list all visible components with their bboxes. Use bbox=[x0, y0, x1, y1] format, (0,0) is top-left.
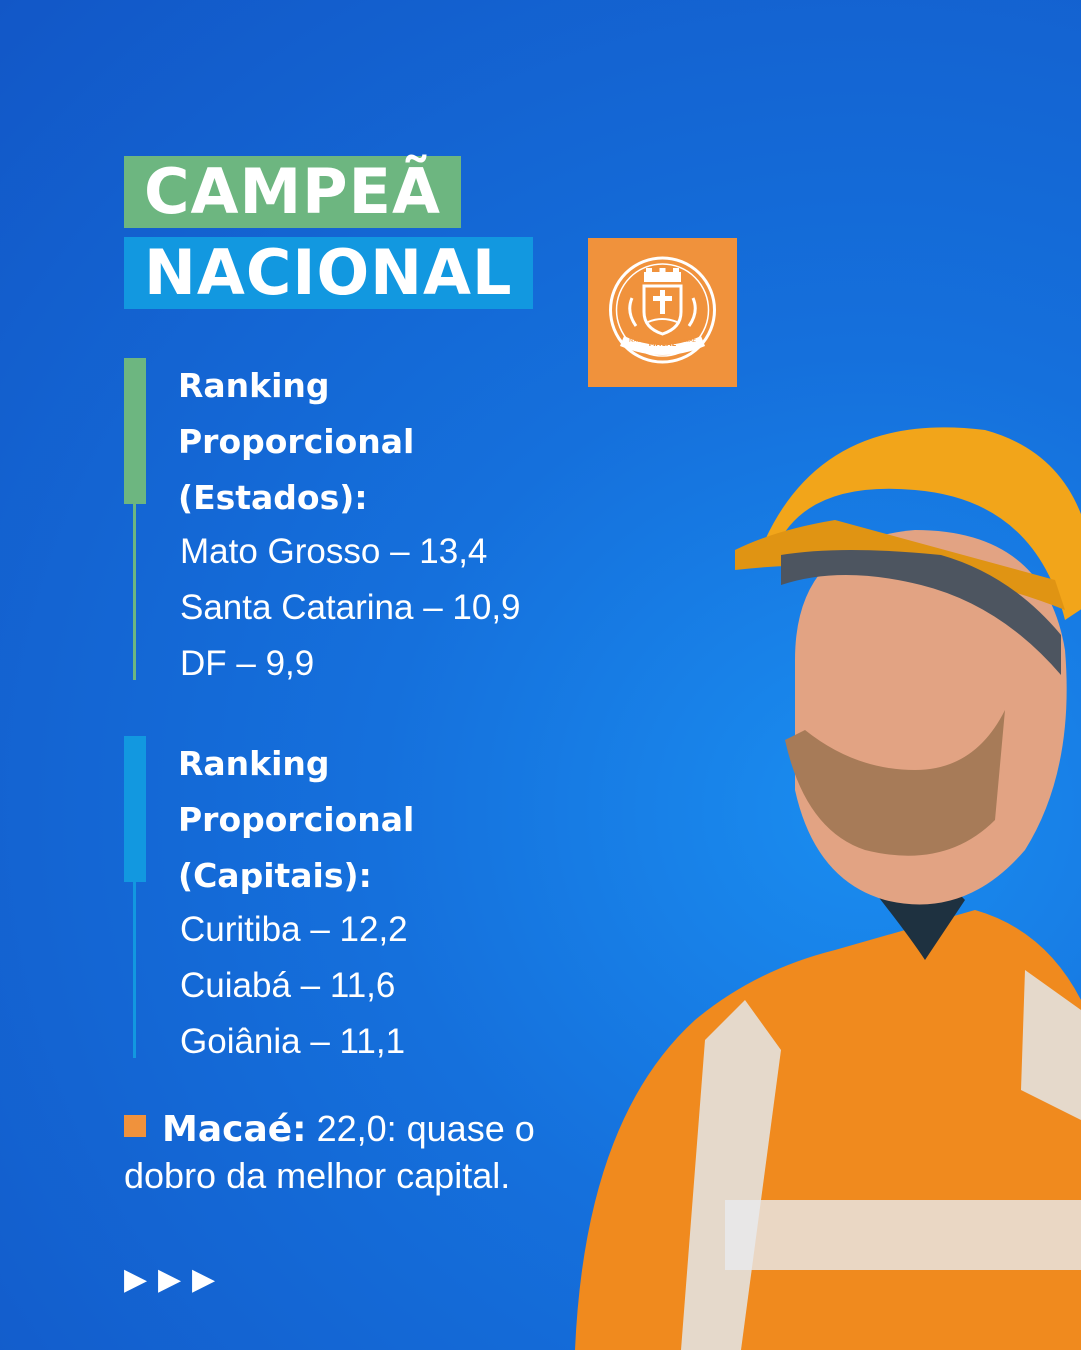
orange-square-bullet bbox=[124, 1115, 146, 1137]
ranking-list bbox=[180, 902, 408, 1070]
svg-text:MACAÉ: MACAÉ bbox=[648, 340, 677, 348]
next-arrows[interactable] bbox=[124, 1262, 226, 1298]
ranking-heading bbox=[178, 358, 414, 526]
svg-text:MACAÉ: MACAÉ bbox=[678, 338, 696, 344]
heading-line: Proporcional bbox=[178, 422, 415, 461]
list-item: Curitiba – 12,2 bbox=[180, 910, 408, 949]
accent-line bbox=[133, 504, 136, 680]
heading-line: (Capitais): bbox=[178, 856, 372, 895]
note-label: Macaé: bbox=[162, 1109, 307, 1150]
accent-bar bbox=[124, 736, 146, 882]
list-item: Mato Grosso – 13,4 bbox=[180, 532, 488, 571]
title-line-campea: CAMPEÃ bbox=[124, 156, 461, 228]
accent-bar bbox=[124, 358, 146, 504]
list-item: Cuiabá – 11,6 bbox=[180, 966, 396, 1005]
note-text: 22,0: quase o dobro da melhor capital. bbox=[124, 1108, 535, 1196]
heading-line: Ranking bbox=[178, 744, 330, 783]
next-arrow-icon: ▶ bbox=[192, 1263, 220, 1296]
heading-line: Proporcional bbox=[178, 800, 415, 839]
heading-line: Ranking bbox=[178, 366, 330, 405]
worker-photo bbox=[555, 410, 1081, 1350]
next-arrow-icon: ▶ bbox=[124, 1263, 152, 1296]
list-item: DF – 9,9 bbox=[180, 644, 315, 683]
next-arrow-icon: ▶ bbox=[158, 1263, 186, 1296]
list-item: Santa Catarina – 10,9 bbox=[180, 588, 521, 627]
ranking-heading bbox=[178, 736, 414, 904]
ranking-list bbox=[180, 524, 521, 692]
heading-line: (Estados): bbox=[178, 478, 368, 517]
list-item: Goiânia – 11,1 bbox=[180, 1022, 406, 1061]
accent-line bbox=[133, 882, 136, 1058]
macae-note bbox=[124, 1106, 624, 1199]
svg-text:MACAÉ: MACAÉ bbox=[629, 338, 647, 344]
title-line-nacional: NACIONAL bbox=[124, 237, 533, 309]
